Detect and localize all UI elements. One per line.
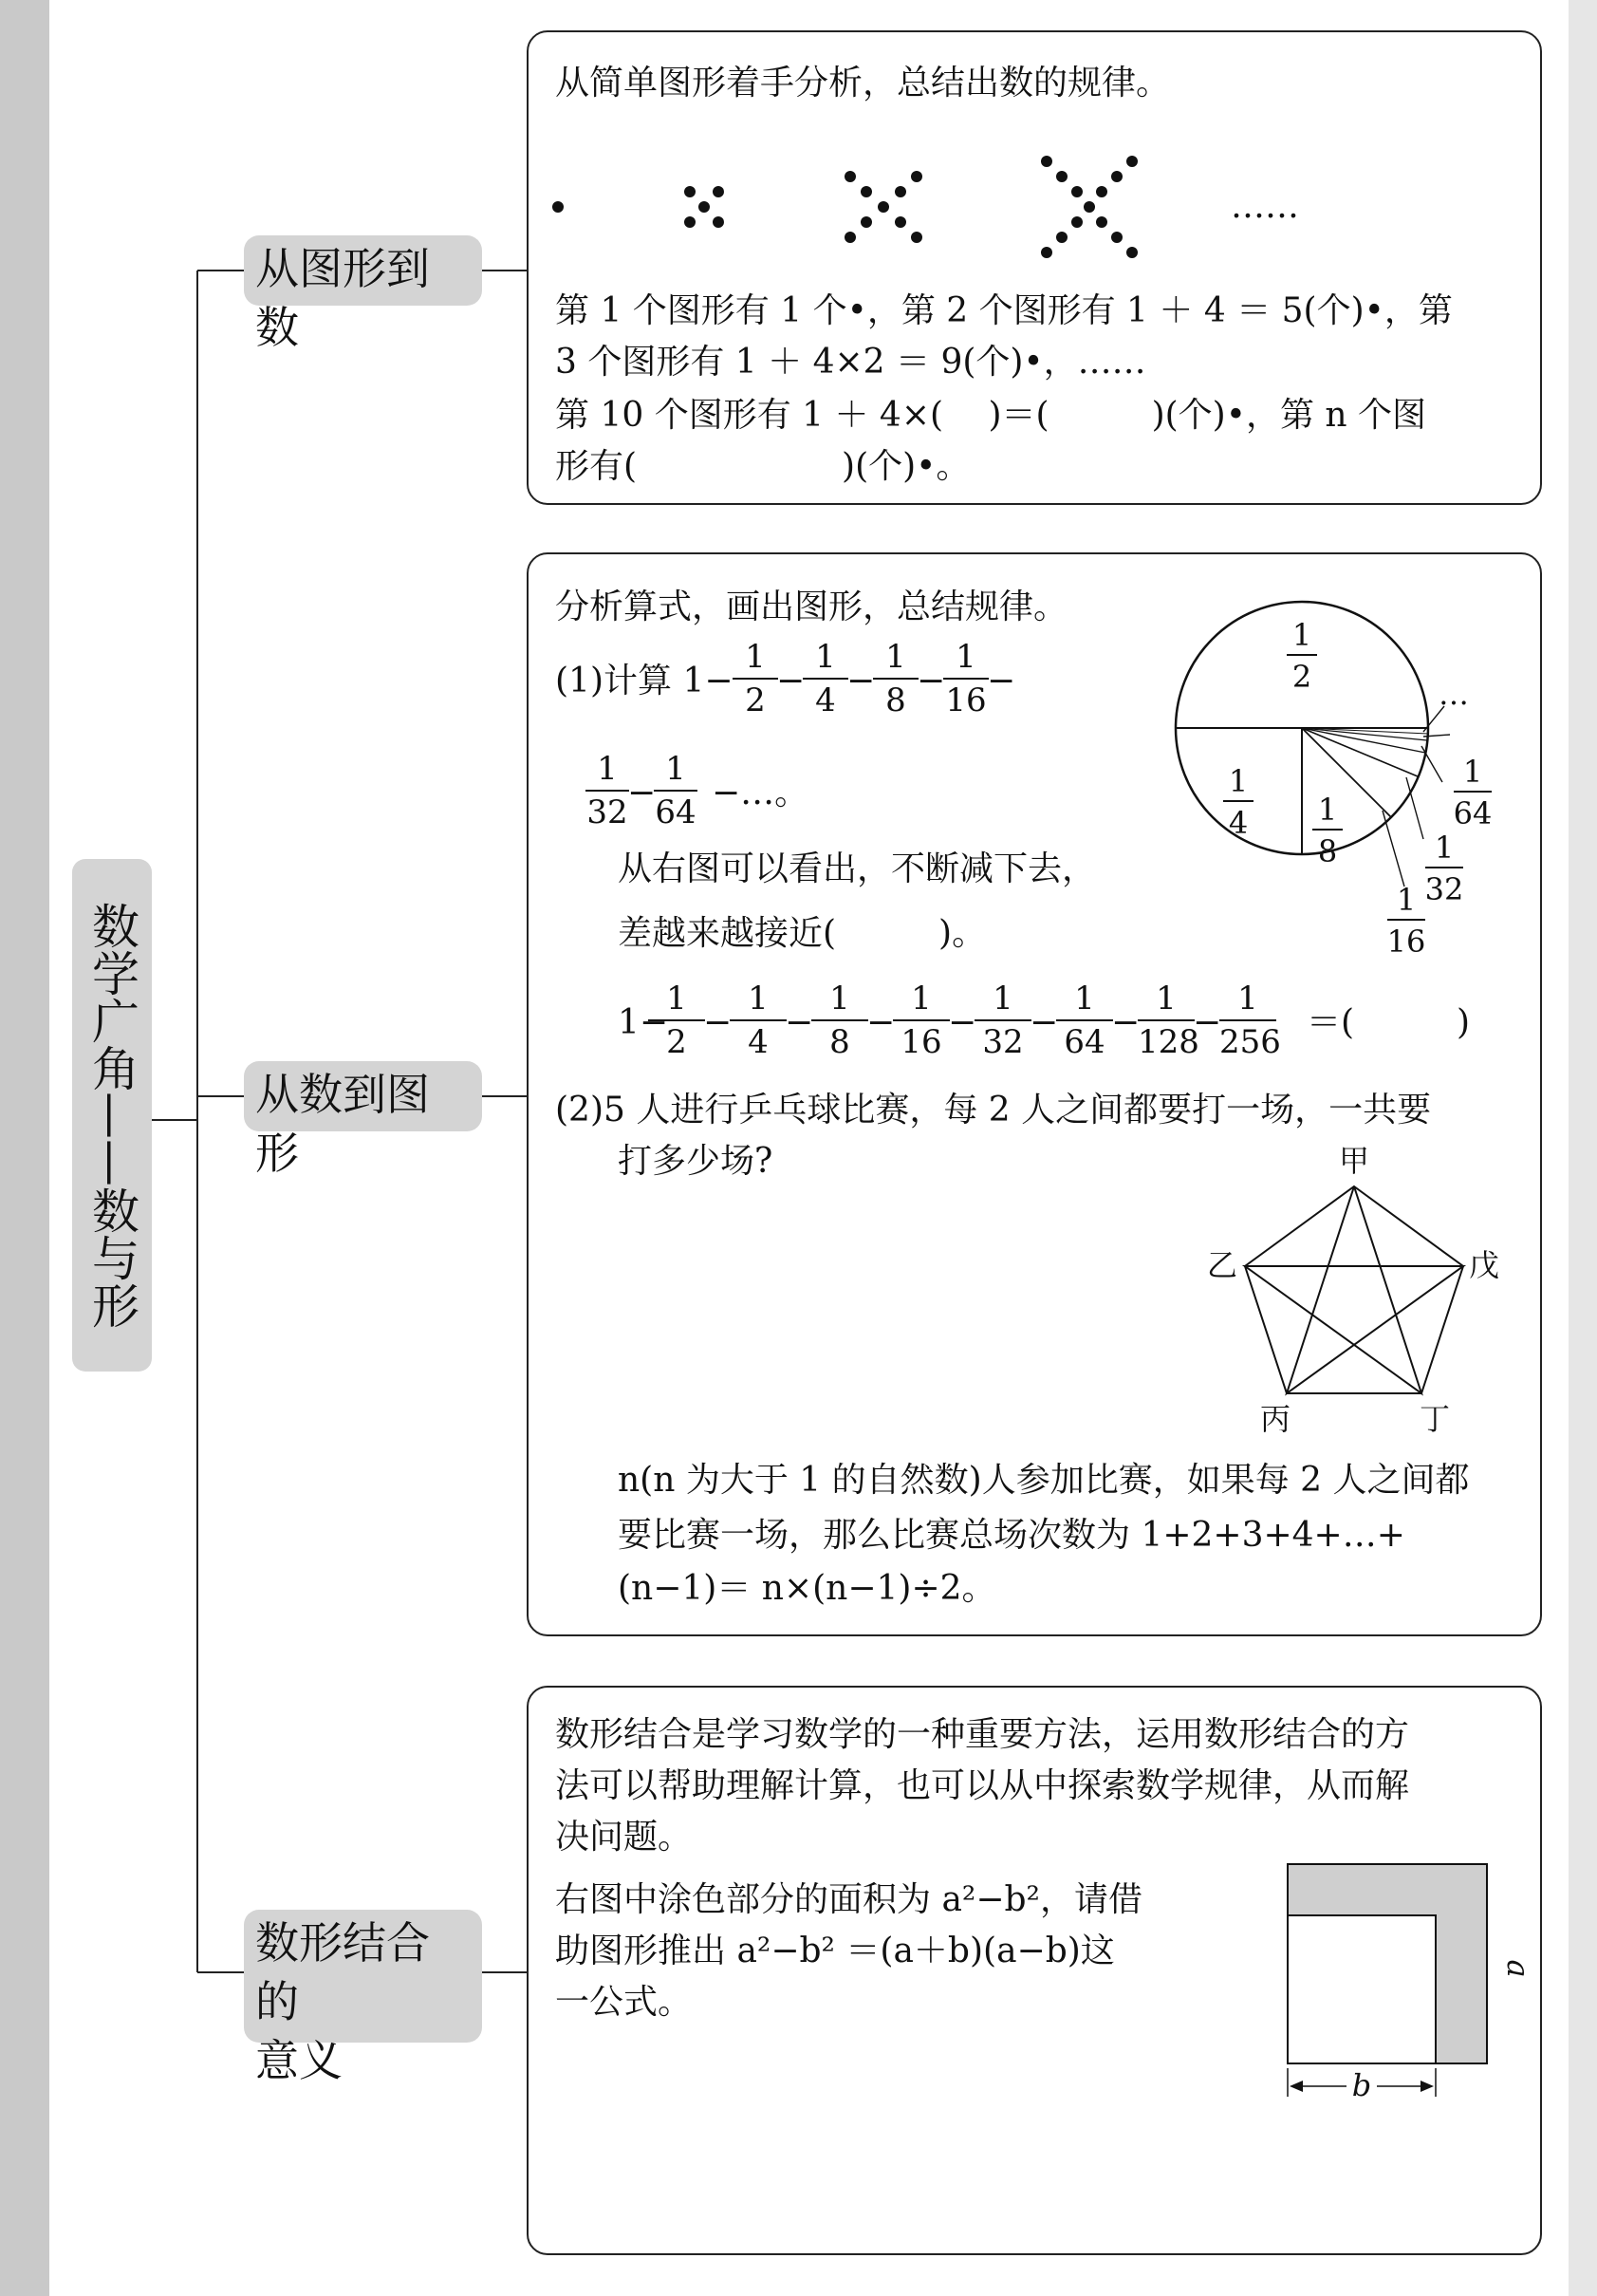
- circle-label-half: 2: [1291, 659, 1312, 695]
- minus-sign: −: [776, 662, 806, 700]
- minus-sign: −: [866, 1003, 896, 1042]
- denominator: 128: [1138, 1023, 1199, 1061]
- denominator: 2: [666, 1023, 687, 1061]
- fraction: [811, 980, 868, 1061]
- box3-line4: 右图中涂色部分的面积为 a²−b²，请借: [555, 1880, 1142, 1919]
- fraction: [873, 638, 919, 719]
- circle-label-eighth: 8: [1317, 833, 1338, 869]
- eq-start: 1−: [618, 1003, 669, 1042]
- minus-sign: −: [846, 662, 876, 700]
- player-label-jia: 甲: [1338, 1143, 1370, 1179]
- fraction: [975, 980, 1031, 1061]
- fraction: [1219, 980, 1281, 1061]
- minus-sign: −: [1193, 1003, 1222, 1042]
- minus-sign: −: [948, 1003, 977, 1042]
- round-robin-pentagram: [1206, 1143, 1501, 1437]
- denominator: 64: [655, 793, 696, 831]
- minus-sign: −: [1030, 1003, 1059, 1042]
- side-label-a: a: [1500, 1959, 1536, 1978]
- denominator: 4: [748, 1023, 769, 1061]
- eq-end: ＝( ): [1307, 1003, 1471, 1042]
- circle-label-thirtysecond: 32: [1424, 871, 1464, 907]
- box1-line4: 形有( )(个)•。: [555, 447, 971, 486]
- denominator: 16: [901, 1023, 942, 1061]
- numerator: 1: [597, 750, 618, 788]
- numerator: 1: [1156, 980, 1177, 1017]
- side-label-b: b: [1351, 2067, 1372, 2103]
- branch-label: 意义: [255, 2035, 343, 2086]
- denominator: 16: [945, 681, 987, 719]
- expr-cont-end: −…。: [712, 774, 809, 812]
- dot-figure-1: [552, 201, 564, 213]
- numerator: 1: [815, 638, 836, 676]
- box1-line1: 第 1 个图形有 1 个•，第 2 个图形有 1 ＋ 4 ＝ 5(个)•，第: [555, 291, 1453, 330]
- denominator: 32: [982, 1023, 1024, 1061]
- branch-label: 从图形到数: [255, 243, 430, 353]
- root-node: [72, 859, 152, 1372]
- branch-shape-to-number: [244, 235, 482, 353]
- svg-text:1: 1: [1462, 754, 1483, 790]
- fraction: [803, 638, 848, 719]
- circle-label-1: 1: [1291, 617, 1312, 653]
- denominator: 2: [745, 681, 766, 719]
- p1-text1: 从右图可以看出，不断减下去，: [618, 849, 1097, 888]
- p1-text2: 差越来越接近( )。: [618, 914, 987, 953]
- n-line1: n(n 为大于 1 的自然数)人参加比赛，如果每 2 人之间都: [618, 1461, 1470, 1500]
- numerator: 1: [885, 638, 906, 676]
- numerator: 1: [745, 638, 766, 676]
- fraction: [893, 980, 950, 1061]
- player-label-ding: 丁: [1419, 1401, 1451, 1437]
- box3-line2: 法可以帮助理解计算，也可以从中探索数学规律，从而解: [555, 1766, 1410, 1805]
- p2-line2: 打多少场?: [618, 1142, 773, 1181]
- numerator: 1: [1074, 980, 1095, 1017]
- player-label-wu: 戊: [1468, 1247, 1500, 1283]
- box1-intro: 从简单图形着手分析，总结出数的规律。: [555, 64, 1171, 103]
- circle-label-dots: …: [1439, 676, 1469, 712]
- svg-text:1: 1: [1434, 830, 1455, 866]
- box-number-to-shape: [527, 552, 1542, 1636]
- numerator: 1: [911, 980, 932, 1017]
- fraction: [654, 750, 697, 831]
- numerator: 1: [665, 750, 686, 788]
- expr-prefix: (1)计算 1−: [555, 662, 734, 700]
- fraction: [648, 980, 705, 1061]
- branch-number-to-shape: [244, 1061, 482, 1179]
- player-label-yi: 乙: [1206, 1247, 1238, 1283]
- numerator: 1: [748, 980, 769, 1017]
- box3-line6: 一公式。: [555, 1983, 693, 2022]
- halving-circle-diagram: [1169, 602, 1493, 960]
- n-line3: (n−1)＝ n×(n−1)÷2。: [618, 1569, 996, 1608]
- denominator: 8: [885, 681, 906, 719]
- denominator: 32: [586, 793, 628, 831]
- denominator: 64: [1064, 1023, 1105, 1061]
- circle-label-sixtyfourth: 64: [1453, 795, 1493, 831]
- branch-meaning: [244, 1910, 482, 2086]
- circle-label-quarter: 4: [1228, 805, 1249, 841]
- box3-line5: 助图形推出 a²−b² ＝(a＋b)(a−b)这: [555, 1932, 1115, 1970]
- player-label-bing: 丙: [1259, 1401, 1291, 1437]
- fraction: [1138, 980, 1199, 1061]
- minus-sign: −: [703, 1003, 733, 1042]
- numerator: 1: [993, 980, 1013, 1017]
- numerator: 1: [1237, 980, 1258, 1017]
- denominator: 4: [815, 681, 836, 719]
- box1-line3: 第 10 个图形有 1 ＋ 4×( )＝( )(个)•，第 n 个图: [555, 396, 1427, 435]
- fraction: [730, 980, 787, 1061]
- minus-sign: −: [1111, 1003, 1141, 1042]
- minus-sign: −: [917, 662, 946, 700]
- denominator: 8: [829, 1023, 850, 1061]
- difference-of-squares-diagram: [1288, 1864, 1536, 2111]
- p2-line1: (2)5 人进行乒乓球比赛，每 2 人之间都要打一场，一共要: [555, 1091, 1432, 1129]
- minus-sign: −: [987, 662, 1016, 700]
- n-line2: 要比赛一场，那么比赛总场次数为 1+2+3+4+…+: [618, 1516, 1405, 1555]
- fraction: [733, 638, 778, 719]
- branch-label: 从数到图形: [255, 1069, 430, 1179]
- minus-sign: −: [785, 1003, 814, 1042]
- fraction: [1056, 980, 1113, 1061]
- numerator: 1: [666, 980, 687, 1017]
- root-title: 数学广角——数与形: [84, 902, 139, 1329]
- box2-intro: 分析算式，画出图形，总结规律。: [555, 588, 1068, 626]
- svg-text:1: 1: [1228, 763, 1249, 799]
- box-meaning: [527, 1686, 1542, 2255]
- minus-sign: −: [627, 774, 657, 812]
- box-shape-to-number: [527, 30, 1542, 505]
- box3-line1: 数形结合是学习数学的一种重要方法，运用数形结合的方: [555, 1715, 1410, 1754]
- dots-ellipsis: ……: [1231, 187, 1299, 226]
- box1-line2: 3 个图形有 1 ＋ 4×2 ＝ 9(个)•，……: [555, 343, 1146, 382]
- box3-line3: 决问题。: [555, 1818, 693, 1857]
- svg-text:1: 1: [1396, 882, 1417, 918]
- branch-label: 数形结合的: [255, 1917, 430, 2027]
- numerator: 1: [956, 638, 976, 676]
- fraction: [585, 750, 629, 831]
- fraction: [943, 638, 989, 719]
- svg-text:1: 1: [1317, 792, 1338, 828]
- numerator: 1: [829, 980, 850, 1017]
- denominator: 256: [1219, 1023, 1281, 1061]
- circle-label-sixteenth: 16: [1386, 924, 1426, 960]
